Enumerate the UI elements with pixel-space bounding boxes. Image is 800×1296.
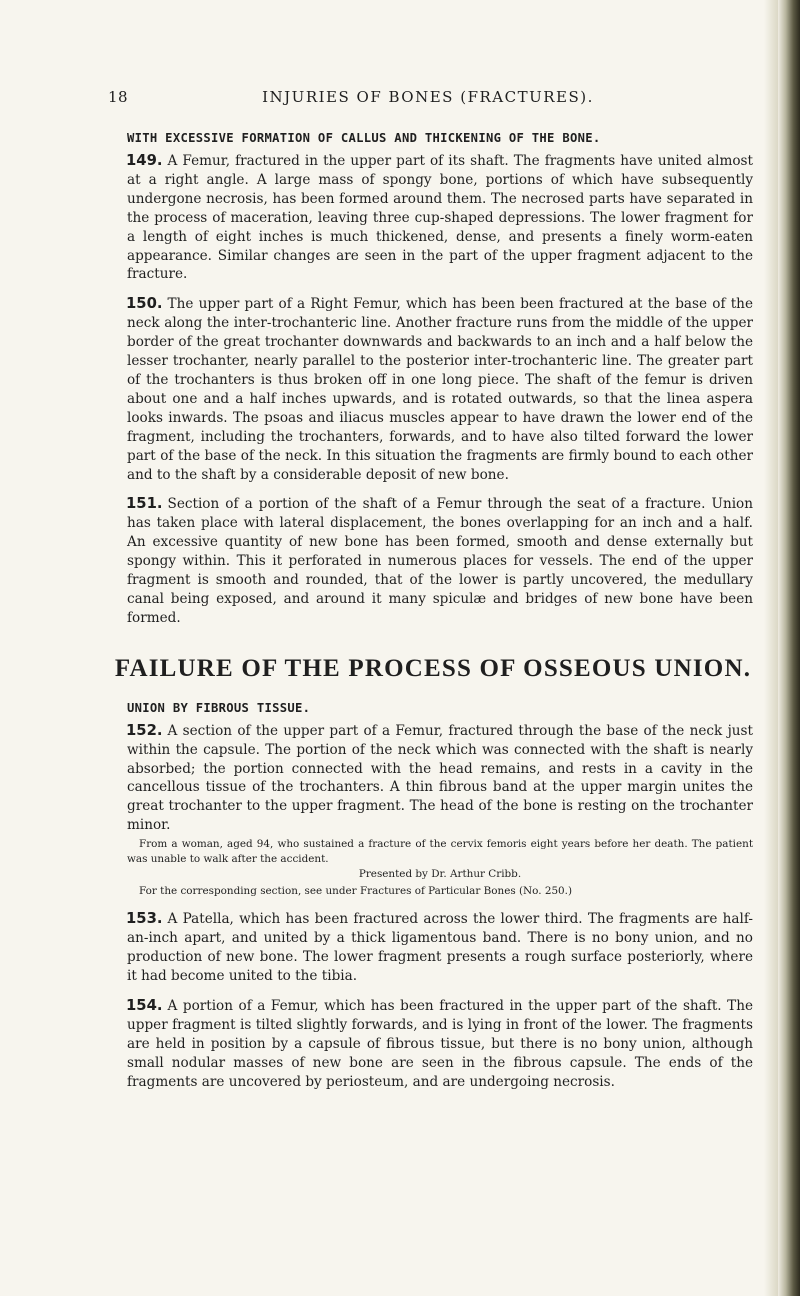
page-content xyxy=(114,131,753,1103)
entry-text: A Femur, fractured in the upper part of its shaft. The fragments have united almost at a right angle. A large mass of spongy bone, portions of which have subsequently undergone necrosis, has been formed around them. The necrosed parts have separated in the process of maceration, leaving three cup-shaped depressions. The lower fragment for a length of eight inches is much thickened, dense, and presents a finely worm-eaten appearance. Similar changes are seen in the part of the upper fragment adjacent to the fracture. xyxy=(127,153,753,283)
entry-text: A section of the upper part of a Femur, fractured through the base of the neck just within the capsule. The portion of the neck which was connected with the shaft is nearly absorbed; the portion connected with the head remains, and rests in a cavity in the cancellous tissue of the trochanters. A thin fibrous band at the upper margin unites the great trochanter to the upper fragment. The head of the bone is resting on the trochanter minor. xyxy=(127,722,753,834)
running-title: INJURIES OF BONES (FRACTURES). xyxy=(262,88,594,106)
entry-number: 149. xyxy=(126,152,163,169)
note-presented-by: Presented by Dr. Arthur Cribb. xyxy=(358,867,522,880)
page-edge-shadow xyxy=(764,0,778,1296)
section-heading: FAILURE OF THE PROCESS OF OSSEOUS UNION. xyxy=(114,654,752,682)
entry-149 xyxy=(127,152,753,284)
entry-152 xyxy=(127,722,753,835)
note-history: From a woman, aged 94, who sustained a fracture of the cervix femoris eight years before her death. The patient was unable to walk after the accident. xyxy=(127,838,753,865)
entry-number: 152. xyxy=(126,721,163,739)
subheading-fibrous-union: UNION BY FIBROUS TISSUE. xyxy=(127,700,311,715)
page-edge xyxy=(778,0,800,1296)
entry-number: 151. xyxy=(126,495,163,513)
entry-text: A Patella, which has been fractured across the lower third. The fragments are half-an-inch apart, and united by a thick ligamentous band. There is no bony union, and no production of new bone. The lower fragment presents a rough surface posteriorly, where it had become united to the tibia. xyxy=(127,911,753,985)
entry-number: 150. xyxy=(126,295,163,313)
entry-153 xyxy=(127,910,753,986)
entry-text: A portion of a Femur, which has been fractured in the upper part of the shaft. The upper fragment is tilted slightly forwards, and is lying in front of the lower. The fragments are held in position by a capsule of fibrous tissue, but there is no bony union, although small nodular masses of new bone are seen in the fibrous capsule. The ends of the fragments are uncovered by periosteum, and are undergoing necrosis. xyxy=(127,998,753,1090)
running-head xyxy=(108,88,748,110)
entry-150 xyxy=(127,295,753,484)
entry-number: 154. xyxy=(126,997,163,1014)
subheading-excessive-callus: WITH EXCESSIVE FORMATION OF CALLUS AND THICKENING OF THE BONE. xyxy=(127,131,601,145)
entry-text: Section of a portion of the shaft of a Femur through the seat of a fracture. Union has taken place with lateral displacement, the bones overlapping for an inch and a half. An excessive quantity of new bone has been formed, smooth and dense externally but spongy within. This it perforated in numerous places for vessels. The end of the upper fragment is smooth and rounded, that of the lower is partly uncovered, the medullary canal being exposed, and around it many spiculæ and bridges of new bone have been formed. xyxy=(127,496,753,626)
entry-text: The upper part of a Right Femur, which has been been fractured at the base of the neck along the inter-trochanteric line. Another fracture runs from the middle of the upper border of the great trochanter downwards and backwards to an inch and a half below the lesser trochanter, nearly parallel to the posterior inter-trochanteric line. The greater part of the trochanters is thus broken off in one long piece. The shaft of the femur is driven about one and a half inches upwards, and is rotated outwards, so that the linea aspera looks inwards. The psoas and iliacus muscles appear to have drawn the lower end of the fragment, including the trochanters, forwards, and to have also tilted forward the lower part of the base of the neck. In this situation the fragments are firmly bound to each other and to the shaft by a considerable deposit of new bone. xyxy=(127,296,753,483)
entry-154 xyxy=(127,997,753,1092)
entry-number: 153. xyxy=(126,910,163,928)
page-number: 18 xyxy=(108,88,129,106)
entry-151 xyxy=(127,495,753,627)
note-see-also: For the corresponding section, see under Fractures of Particular Bones (No. 250.) xyxy=(139,884,573,897)
